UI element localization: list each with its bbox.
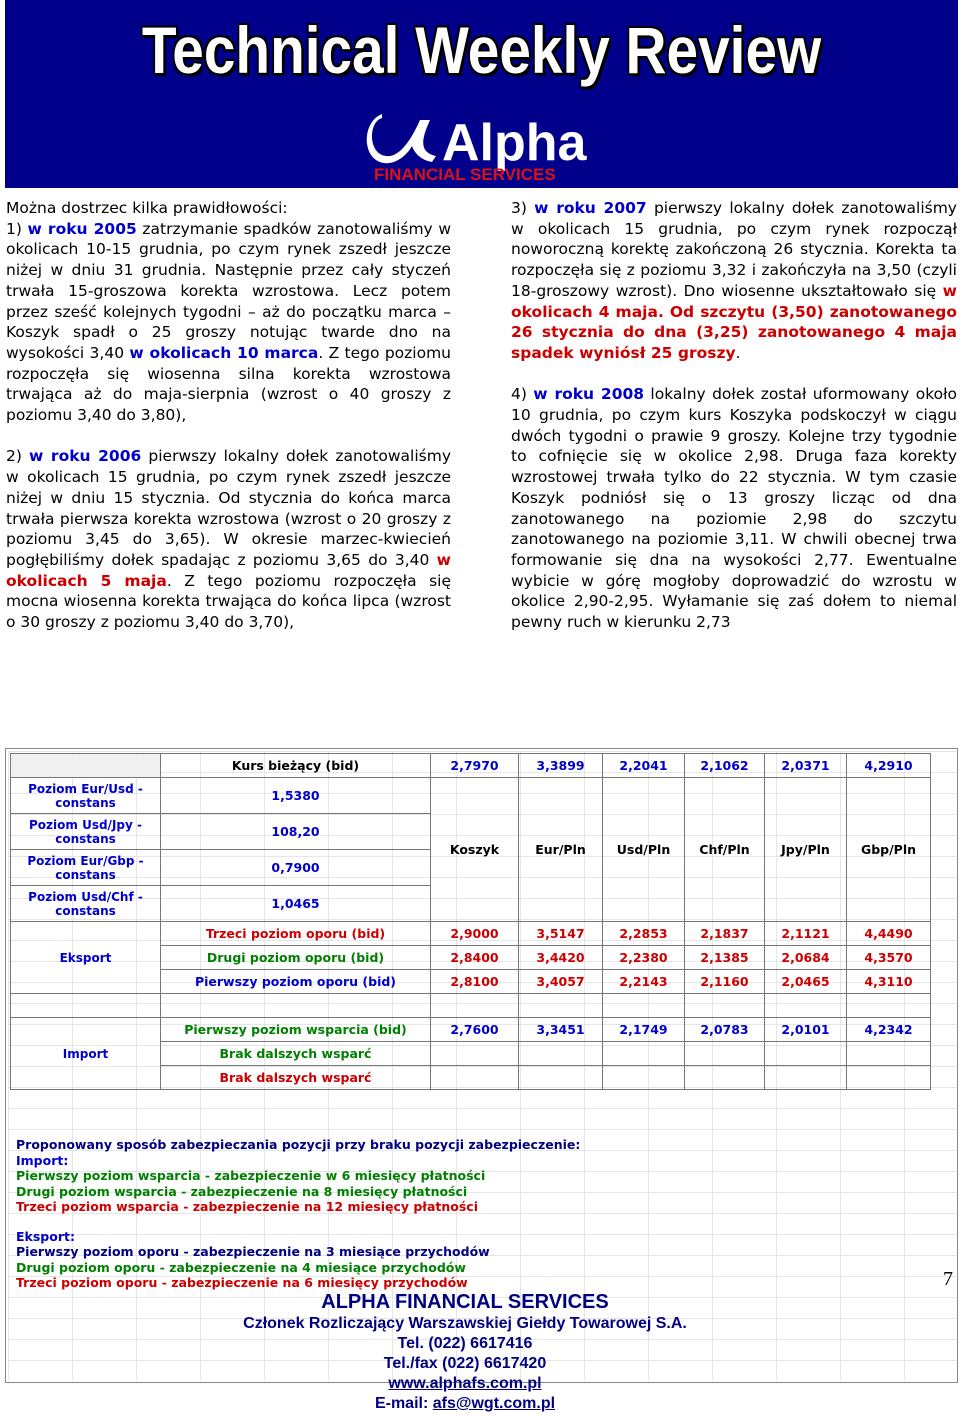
year-2008: w roku 2008 [533, 385, 645, 404]
table-row [11, 994, 931, 1018]
alpha-logo [360, 108, 640, 186]
eksport-label: Eksport [11, 922, 161, 994]
legend-title: Proponowany sposób zabezpieczania pozycji przy braku pozycji zabezpieczenie: [16, 1137, 581, 1152]
table-row: Poziom Eur/Gbp - constans 0,7900 [11, 850, 931, 886]
year-2006: w roku 2006 [29, 447, 142, 466]
table-row: Eksport Trzeci poziom oporu (bid) 2,9000 3,5147 2,2853 2,1837 2,1121 4,4490 [11, 922, 931, 946]
footer-fax: Tel./fax (022) 6617420 [383, 1355, 547, 1372]
table-row: Poziom Usd/Jpy - constans 108,20 [11, 814, 931, 850]
paragraph-2007: 3) w roku 2007 pierwszy lokalny dołek zanotowaliśmy w okolicach 15 grudnia, po czym rynek rozpoczął noworoczną korektę zakończoną 26 stycznia. Korekta ta rozpoczęła się z poziomu 3,32 i zakończyła na 3,50 (czyli 18-groszowy wzrost). Dno wiosenne ukształtowało się w okolicach 4 maja. Od szczytu (3,50) zanotowanego 26 stycznia do dna (3,25) zanotowanego 4 maja spadek wyniósł 25 groszy. [511, 199, 957, 362]
footer-tel: Tel. (022) 6617416 [397, 1335, 533, 1352]
right-column [511, 198, 957, 653]
year-2007: w roku 2007 [534, 199, 647, 217]
kurs-label: Kurs bieżący (bid) [161, 754, 431, 778]
table-row: Kurs bieżący (bid) 2,7970 3,3899 2,2041 2,1062 2,0371 4,2910 [11, 754, 931, 778]
page-number: 7 [943, 1268, 953, 1290]
header-banner [5, 0, 958, 188]
table-row: Drugi poziom oporu (bid) 2,8400 3,4420 2,2380 2,1385 2,0684 4,3570 [11, 946, 931, 970]
footer: ALPHA FINANCIAL SERVICES Członek Rozliczający Warszawskiej Giełdy Towarowej S.A. Tel. (022) 6617416 Tel./fax (022) 6617420 www.alphafs.com.pl E-mail: afs@wgt.com.pl [0, 1290, 930, 1414]
table-row: Pierwszy poziom oporu (bid) 2,8100 3,4057 2,2143 2,1160 2,0465 4,3110 [11, 970, 931, 994]
hedging-legend: Proponowany sposób zabezpieczania pozycji przy braku pozycji zabezpieczenie: Import: Pierwszy poziom wsparcia - zabezpieczenie w 6 miesięcy płatności Drugi poziom wsparcia - zabezpieczenie na 8 miesięcy płatności Trzeci poziom wsparcia - zabezpieczenie na 12 miesięcy płatności Eksport: Pierwszy poziom oporu - zabezpieczenie na 3 miesiące przychodów Drugi poziom oporu - zabezpieczenie na 4 miesiące przychodów Trzeci poziom oporu - zabezpieczenie na 6 miesięcy przychodów [16, 1137, 581, 1290]
table-row: Poziom Eur/Usd - constans 1,5380 Koszyk Eur/Pln Usd/Pln Chf/Pln Jpy/Pln Gbp/Pln [11, 778, 931, 814]
left-column [6, 198, 451, 653]
date-highlight: w okolicach 5 maja [6, 550, 451, 590]
table-row: Brak dalszych wsparć [11, 1042, 931, 1066]
svg-text:Alpha: Alpha [442, 114, 587, 172]
alpha-logo-icon [360, 108, 640, 186]
paragraph-2008: 4) w roku 2008 lokalny dołek został uformowany około 10 grudnia, po czym kurs Koszyka podskoczył w ciągu dwóch tygodni o prawie 9 groszy. Kolejne trzy tygodnie to cofnięcie się w okolice 2,98. Druga faza korekty wzrostowej trwała tylko do 22 stycznia. W tym czasie Koszyk podniósł się o 13 groszy licząc od dna zanotowanego na poziomie 2,98 do szczytu zanotowanego na poziomie 3,11. W chwili obecnej trwa formowanie się dna na wysokości 2,77. Ewentualne wybicie w górę mogłoby doprowadzić do wzrostu w okolice 2,90-2,95. Wyłamanie się zaś dołem to niemal pewny ruch w kierunku 2,73 [511, 385, 957, 632]
page-title: Technical Weekly Review [141, 13, 822, 87]
table-row: Poziom Usd/Chf - constans 1,0465 [11, 886, 931, 922]
footer-email-link[interactable]: afs@wgt.com.pl [432, 1395, 556, 1412]
svg-text:FINANCIAL SERVICES: FINANCIAL SERVICES [374, 165, 556, 184]
date-highlight: w okolicach 4 maja. Od szczytu (3,50) zanotowanego 26 stycznia do dna (3,25) zanotowanego 4 maja spadek wyniósł 25 groszy [511, 281, 957, 362]
paragraph-intro: Można dostrzec kilka prawidłowości: 1) w roku 2005 zatrzymanie spadków zanotowaliśmy w okolicach 10-15 grudnia, po czym rynek zszedł jeszcze niżej w dniu 31 grudnia. Następnie przez cały styczeń trwała 15-groszowa korekta wzrostowa. Lecz potem przez sześć kolejnych tygodni – aż do początku marca – Koszyk spadł o 25 groszy notując twarde dno na wysokości 3,40 w okolicach 10 marca. Z tego poziomu rozpoczęła się wiosenna silna korekta wzrostowa trwająca aż do maja-sierpnia (wzrost o 40 groszy z poziomu 3,40 do 3,80), [6, 199, 452, 425]
levels-table-panel [5, 748, 958, 1383]
levels-table [10, 753, 931, 1090]
paragraph-2006: 2) w roku 2006 pierwszy lokalny dołek zanotowaliśmy w okolicach 15 grudnia, po czym rynek zszedł jeszcze niżej w dniu 15 stycznia. Od stycznia do końca marca trwała pierwsza korekta wzrostowa (wzrost o 20 groszy z poziomu 3,45 do 3,65). W okresie marzec-kwiecień pogłębiliśmy dołek spadając z poziomu 3,65 do 3,40 w okolicach 5 maja. Z tego poziomu rozpoczęła się mocna wiosenna korekta trwająca do końca lipca (wzrost o 30 groszy z poziomu 3,40 do 3,70), [6, 447, 451, 632]
footer-www-link[interactable]: www.alphafs.com.pl [388, 1375, 542, 1392]
table-row: Import Pierwszy poziom wsparcia (bid) 2,7600 3,3451 2,1749 2,0783 2,0101 4,2342 [11, 1018, 931, 1042]
import-label: Import [11, 1018, 161, 1090]
year-2005: w roku 2005 [27, 219, 137, 238]
footer-company: ALPHA FINANCIAL SERVICES [321, 1291, 609, 1313]
footer-member: Członek Rozliczający Warszawskiej Giełdy Towarowej S.A. [243, 1315, 687, 1332]
table-row: Brak dalszych wsparć [11, 1066, 931, 1090]
date-highlight: w okolicach 10 marca [129, 343, 319, 362]
